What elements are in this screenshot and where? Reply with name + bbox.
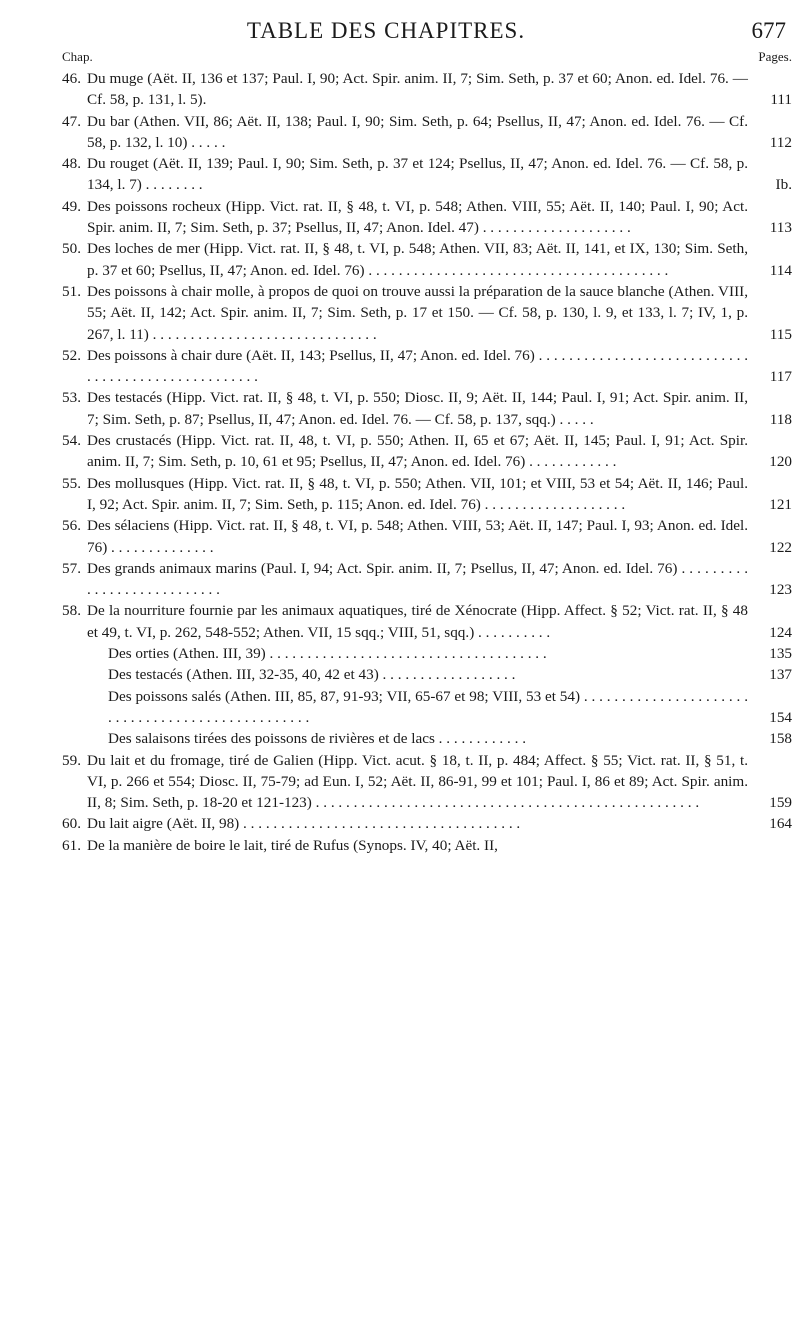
toc-entry <box>62 281 792 345</box>
entry-text: Des mollusques (Hipp. Vict. rat. II, § 48, t. VI, p. 550; Athen. VII, 101; et VIII, 53 et 54; Aët. II, 146; Paul. I, 92; Act. Spir. anim. II, 7; Sim. Seth, p. 115; Anon. ed. Idel. 76) . . . . . . . . . . . . . . . . . . . <box>87 474 748 513</box>
entry-text: Des testacés (Athen. III, 32-35, 40, 42 et 43) . . . . . . . . . . . . . . . . . . <box>108 666 516 684</box>
toc-entry <box>62 196 792 239</box>
entry-text: Des testacés (Hipp. Vict. rat. II, § 48, t. VI, p. 550; Diosc. II, 9; Aët. II, 144; Paul. I, 91; Act. Spir. anim. II, 7; Sim. Seth, p. 87; Psellus, II, 47; Anon. ed. Idel. 76. — Cf. 58, p. 137, sqq.) . . . . . <box>87 389 748 428</box>
chapter-number: 53. <box>62 389 81 407</box>
toc-entry <box>62 238 792 281</box>
entry-text: Des poissons salés (Athen. III, 85, 87, 91-93; VII, 65-67 et 98; VIII, 53 et 54) . . . . . . . . . . . . . . . . . . . . . . . . . . . . . . . . . . . . . . . . . . . . . . . . . <box>108 687 748 726</box>
chapter-number: 48. <box>62 155 81 173</box>
entry-text: De la nourriture fournie par les animaux aquatiques, tiré de Xénocrate (Hipp. Affect. § 52; Vict. rat. II, § 48 et 49, t. VI, p. 262, 548-552; Athen. VII, 15 sqq.; VIII, 51, sqq.) . . . . . . . . . . <box>87 602 748 641</box>
entry-text: Des orties (Athen. III, 39) . . . . . . . . . . . . . . . . . . . . . . . . . . . . . . . . . . . . . <box>108 645 547 663</box>
table-of-contents <box>62 68 792 856</box>
entry-text: De la manière de boire le lait, tiré de Rufus (Synops. IV, 40; Aët. II, <box>87 836 498 854</box>
page-reference: 118 <box>769 410 792 428</box>
page-reference: 111 <box>770 91 792 109</box>
toc-entry <box>62 430 792 473</box>
chapter-number: 56. <box>62 517 81 535</box>
chapter-number: 58. <box>62 602 81 620</box>
entry-text: Des salaisons tirées des poissons de rivières et de lacs . . . . . . . . . . . . <box>108 730 526 748</box>
page-number: 677 <box>751 18 786 43</box>
chapter-number: 51. <box>62 282 81 300</box>
page-reference: 117 <box>769 368 792 386</box>
page-reference: 164 <box>769 815 792 833</box>
chapter-number: 57. <box>62 559 81 577</box>
toc-entry <box>62 68 792 111</box>
page-reference: 121 <box>769 495 792 513</box>
page-reference: 137 <box>769 666 792 684</box>
page-reference: 158 <box>769 730 792 748</box>
page-reference: 135 <box>769 645 792 663</box>
entry-text: Du lait aigre (Aët. II, 98) . . . . . . . . . . . . . . . . . . . . . . . . . . . . . . . . . . . . . <box>87 815 521 833</box>
entry-text: Du muge (Aët. II, 136 et 137; Paul. I, 90; Act. Spir. anim. II, 7; Sim. Seth, p. 37 et 60; Anon. ed. Idel. 76. — Cf. 58, p. 131, l. 5). <box>87 70 748 109</box>
toc-entry <box>62 387 792 430</box>
toc-entry <box>62 473 792 516</box>
page-reference: 124 <box>769 623 792 641</box>
page-reference: 123 <box>769 581 792 599</box>
entry-text: Des loches de mer (Hipp. Vict. rat. II, § 48, t. VI, p. 548; Athen. VII, 83; Aët. II, 141, et IX, 130; Sim. Seth, p. 37 et 60; Psellus, II, 47; Anon. ed. Idel. 76) . . . . . . . . . . . . . . . . . . . . . . . . . . . . . . . . . . . . . . . . <box>87 240 748 279</box>
toc-entry <box>62 643 792 664</box>
chapter-number: 50. <box>62 240 81 258</box>
chapter-number: 59. <box>62 751 81 769</box>
page-reference: Ib. <box>775 176 792 194</box>
column-labels <box>62 49 792 69</box>
toc-entry <box>62 345 792 388</box>
page-title: TABLE DES CHAPITRES. <box>246 18 526 43</box>
entry-text: Des sélaciens (Hipp. Vict. rat. II, § 48, t. VI, p. 548; Athen. VIII, 53; Aët. II, 147; Paul. I, 93; Anon. ed. Idel. 76) . . . . . . . . . . . . . . <box>87 517 748 556</box>
running-head <box>86 18 786 48</box>
entry-text: Du lait et du fromage, tiré de Galien (Hipp. Vict. acut. § 18, t. II, p. 484; Affect. § 55; Vict. rat. II, § 51, t. VI, p. 266 et 554; Diosc. II, 75-79; ad Eun. I, 52; Aët. II, 86-91, 99 et 101; Paul. I, 86 et 89; Act. Spir. anim. II, 8; Sim. Seth, p. 18-20 et 121-123) . . . . . . . . . . . . . . . . . . . . . . . . . . . . . . . . . . . . . . . . . . . . . . . . . . . <box>87 751 748 812</box>
toc-entry <box>62 111 792 154</box>
page-reference: 159 <box>769 794 792 812</box>
toc-entry <box>62 153 792 196</box>
entry-text: Des crustacés (Hipp. Vict. rat. II, 48, t. VI, p. 550; Athen. II, 65 et 67; Aët. II, 145; Paul. I, 91; Act. Spir. anim. II, 7; Sim. Seth, p. 10, 61 et 95; Psellus, II, 47; Anon. ed. Idel. 76) . . . . . . . . . . . . <box>87 432 748 471</box>
toc-entry <box>62 664 792 685</box>
page-reference: 115 <box>769 325 792 343</box>
entry-text: Des poissons à chair molle, à propos de quoi on trouve aussi la préparation de la sauce blanche (Athen. VIII, 55; Aët. II, 142; Act. Spir. anim. II, 7; Sim. Seth, p. 17 et 150. — Cf. 58, p. 130, l. 9, et 133, l. 7; IV, 1, p. 267, l. 11) . . . . . . . . . . . . . . . . . . . . . . . . . . . . . . <box>87 282 748 343</box>
entry-text: Des grands animaux marins (Paul. I, 94; Act. Spir. anim. II, 7; Psellus, II, 47; Anon. ed. Idel. 76) . . . . . . . . . . . . . . . . . . . . . . . . . . . <box>87 559 748 599</box>
toc-entry <box>62 558 792 601</box>
entry-text: Des poissons rocheux (Hipp. Vict. rat. II, § 48, t. VI, p. 548; Athen. VIII, 55; Aët. II, 140; Paul. I, 90; Act. Spir. anim. II, 7; Sim. Seth, p. 37; Psellus, II, 47; Anon. Idel. 47) . . . . . . . . . . . . . . . . . . . . <box>87 197 748 237</box>
toc-entry <box>62 686 792 729</box>
pages-column-label: Pages. <box>758 49 792 64</box>
toc-entry <box>62 600 792 643</box>
chapter-number: 52. <box>62 346 81 364</box>
toc-entry <box>62 835 792 856</box>
entry-text: Du bar (Athen. VII, 86; Aët. II, 138; Paul. I, 90; Sim. Seth, p. 64; Psellus, II, 47; Anon. ed. Idel. 76. — Cf. 58, p. 132, l. 10) . . . . . <box>87 112 748 151</box>
entry-text: Des poissons à chair dure (Aët. II, 143; Psellus, II, 47; Anon. ed. Idel. 76) . . . . . . . . . . . . . . . . . . . . . . . . . . . . . . . . . . . . . . . . . . . . . . . . . . . <box>87 346 748 386</box>
page-reference: 114 <box>769 261 792 279</box>
page-reference: 122 <box>769 538 792 556</box>
toc-entry <box>62 728 792 749</box>
page-reference: 113 <box>769 219 792 237</box>
page-reference: 112 <box>769 133 792 151</box>
chapter-number: 46. <box>62 70 81 87</box>
chapter-number: 47. <box>62 112 81 130</box>
chapter-number: 54. <box>62 432 81 450</box>
entry-text: Du rouget (Aët. II, 139; Paul. I, 90; Sim. Seth, p. 37 et 124; Psellus, II, 47; Anon. ed. Idel. 76. — Cf. 58, p. 134, l. 7) . . . . . . . . <box>87 155 748 194</box>
chapter-number: 61. <box>62 836 81 854</box>
chapter-number: 60. <box>62 815 81 833</box>
toc-entry <box>62 813 792 834</box>
page-reference: 154 <box>769 708 792 726</box>
page-reference: 120 <box>769 453 792 471</box>
chap-column-label: Chap. <box>62 49 93 64</box>
toc-entry <box>62 515 792 558</box>
chapter-number: 55. <box>62 474 81 492</box>
toc-entry <box>62 750 792 814</box>
chapter-number: 49. <box>62 197 81 215</box>
